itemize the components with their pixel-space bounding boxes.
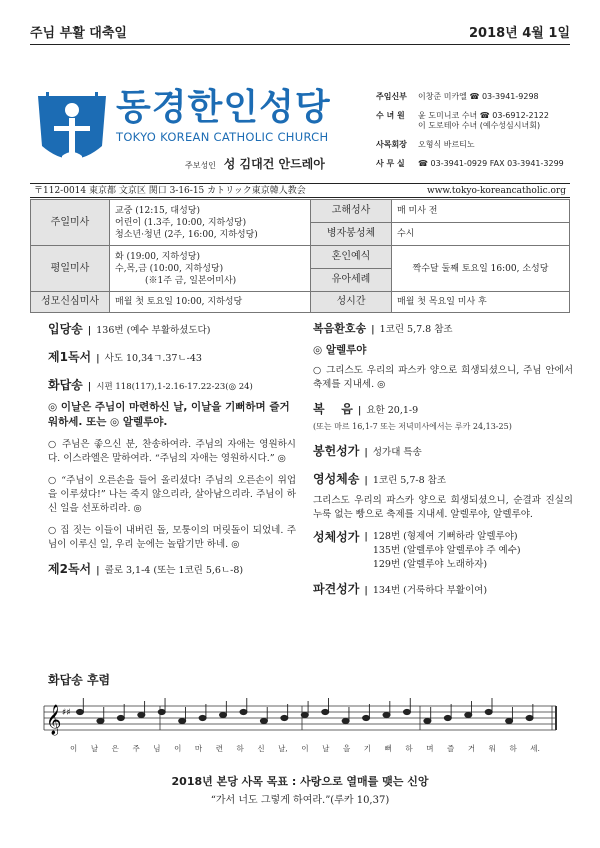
postal-address: 〒112-0014 東京都 文京区 関口 3-16-15 カトリック東京韓人教会 (34, 186, 306, 196)
refrain-lyrics (70, 743, 540, 754)
gospel-acclamation: 복음환호송 | 1코린 5,7.8 참조 (313, 322, 453, 335)
pastoral-goal: 2018년 본당 사목 목표 : 사랑으로 열매를 맺는 신앙 (171, 775, 429, 788)
confession-label: 고해성사 (311, 200, 392, 223)
address-bar (30, 183, 570, 198)
staff-value: 윤 도미니코 수녀 ☎ 03-6912-2122 이 도로테아 수녀 (예수성심시녀회) (418, 111, 549, 130)
note-head (240, 709, 247, 714)
schedule-line: 수,목,금 (10:00, 지하성당) (115, 263, 224, 274)
lyric-syllable: 하 (236, 744, 244, 753)
lyric-syllable: 하 (509, 744, 517, 753)
weekday-mass-label: 평일미사 (31, 246, 110, 292)
schedule-line: 청소년·청년 (2주, 16:00, 지하성당) (115, 229, 258, 240)
psalm-value: 시편 118(117),1-2.16-17.22-23(◎ 24) (96, 382, 253, 392)
acclamation-value: 1코린 5,7.8 참조 (379, 324, 453, 335)
liturgy-right-column (313, 322, 573, 604)
lyric-syllable: 신 (257, 744, 265, 753)
svg-text:♯♯: ♯♯ (62, 708, 71, 718)
note-head (199, 715, 206, 720)
note-head (342, 718, 349, 723)
church-name-korean: 동경한인성당 (116, 87, 331, 128)
lyric-syllable: 이 (174, 744, 182, 753)
entrance-value: 136번 (예수 부활하셨도다) (96, 325, 211, 336)
staff-role: 사목회장 (376, 140, 407, 149)
staff-row (376, 111, 576, 131)
website-link[interactable]: www.tokyo-koreancatholic.org (427, 186, 566, 196)
second-reading: 제2독서 | 콜로 3,1-4 (또는 1코린 5,6ㄴ-8) (48, 562, 244, 576)
church-name-english: TOKYO KOREAN CATHOLIC CHURCH (116, 130, 329, 144)
hymn-item: 128번 (형제여 기뻐하라 알렐루야) (372, 531, 518, 542)
schedule-line: 화 (19:00, 지하성당) (115, 251, 201, 262)
comm-antiphon-text: 그리스도 우리의 파스카 양으로 희생되셨으니, 순결과 진실의 누룩 없는 빵으로 축제를 지내세. 알렐루야, 알렐루야. (313, 495, 573, 520)
note-head (506, 718, 513, 723)
wedding-label: 혼인예식 (311, 246, 392, 269)
gospel: 복 음 | 요한 20,1-9 (313, 402, 419, 416)
baptism-label: 유아세례 (311, 269, 392, 292)
scripture-verse: “가서 너도 그렇게 하여라.”(루카 10,37) (210, 795, 390, 806)
staff-row (376, 159, 576, 169)
entrance-label: 입당송 (48, 322, 83, 336)
comm-hymn-list (373, 530, 521, 572)
top-bar (30, 22, 570, 42)
church-logo-icon (34, 88, 110, 174)
communion-antiphon: 영성체송 | 1코린 5,7-8 참조 (313, 472, 446, 486)
staff-role: 사 무 실 (376, 159, 405, 168)
note-head (220, 712, 227, 717)
weekday-mass-times (110, 246, 311, 292)
holy-hour-value: 매월 첫 목요일 미사 후 (392, 292, 570, 313)
reading2-value: 콜로 3,1-4 (또는 1코린 5,6ㄴ-8) (104, 565, 244, 576)
staff-row (376, 140, 576, 150)
schedule-line: (※1주 금, 일본어미사) (145, 275, 237, 286)
psalm-response: ◎ 이날은 주님이 마련하신 날, 이날을 기뻐하며 즐거워하세. 또는 ◎ 알렐루야. (48, 401, 290, 428)
lyric-syllable: 기 (363, 744, 372, 753)
staff-contacts (376, 92, 576, 178)
lyric-syllable: 며 (426, 744, 434, 753)
lyric-syllable: 은 (111, 744, 119, 753)
lyric-syllable: 을 (342, 744, 351, 753)
hymn-item: 129번 (알렐루야 노래하자) (372, 559, 488, 570)
staff-row (376, 92, 576, 102)
note-head (465, 712, 472, 717)
refrain-title: 화답송 후렴 (48, 673, 111, 687)
comm-antiphon-value: 1코린 5,7-8 참조 (372, 475, 446, 486)
patron-name: 성 김대건 안드레아 (223, 157, 325, 171)
recessional-hymn: 파견성가 | 134번 (거룩하다 부활이여) (313, 582, 488, 596)
note-head (424, 718, 431, 723)
note-head (526, 715, 533, 720)
lyric-syllable: 날 (90, 744, 99, 753)
psalm-verse: ○ “주님이 오른손을 들어 올리셨다! 주님의 오른손이 위업을 이루셨다!” 나는 죽지 않으리라, 살아남으리라. 주님이 하신 일을 선포하리라. ◎ (48, 475, 296, 514)
note-head (383, 712, 390, 717)
note-head (485, 709, 492, 714)
lyric-syllable: 이 (301, 744, 309, 753)
note-head (403, 709, 410, 714)
recessional-label: 파견성가 (313, 582, 360, 596)
psalm-verse: ○ 주님은 좋으신 분, 찬송하여라. 주님의 자애는 영원하시다. 이스라엘은 말하여라. “주님의 자애는 영원하시다.” ◎ (48, 439, 296, 464)
offertory-hymn: 봉헌성가 | 성가대 특송 (313, 444, 422, 458)
comm-hymn-label: 성체성가 (313, 530, 360, 544)
lyric-syllable: 님 (153, 744, 161, 753)
lyric-syllable: 뻐 (384, 744, 392, 753)
note-head (363, 715, 370, 720)
holy-hour-label: 성시간 (311, 292, 392, 313)
note-head (97, 718, 104, 723)
reading2-label: 제2독서 (48, 562, 92, 576)
offertory-label: 봉헌성가 (313, 444, 360, 458)
sunday-mass-label: 주일미사 (31, 200, 110, 246)
occasion-title: 주님 부활 대축일 (30, 26, 127, 41)
gospel-value: 요한 20,1-9 (366, 405, 419, 416)
lyric-syllable: 하 (405, 744, 413, 753)
note-head (281, 715, 288, 720)
patron-saint (185, 155, 325, 172)
brand-block (116, 88, 331, 144)
acclamation-label: 복음환호송 (313, 322, 367, 335)
recessional-value: 134번 (거룩하다 부활이여) (372, 585, 488, 596)
note-head (138, 712, 145, 717)
sick-communion-label: 병자봉성체 (311, 223, 392, 246)
gospel-label: 복 음 (313, 402, 353, 416)
lyric-syllable: 워 (488, 744, 496, 753)
gospel-alternative-note: (또는 마르 16,1-7 또는 저녁미사에서는 루카 24,13-25) (313, 422, 512, 431)
top-rule (30, 44, 570, 45)
marian-mass-value: 매월 첫 토요일 10:00, 지하성당 (110, 292, 311, 313)
note-head (260, 718, 267, 723)
note-head (322, 709, 329, 714)
reading1-value: 사도 10,34ㄱ.37ㄴ-43 (104, 353, 202, 364)
note-head (301, 712, 308, 717)
sick-communion-value: 수시 (392, 223, 570, 246)
lyric-syllable: 즐 (447, 744, 455, 753)
psalm-label: 화답송 (48, 378, 83, 392)
entrance-hymn: 입당송 | 136번 (예수 부활하셨도다) (48, 322, 211, 336)
communion-hymns: 성체성가 | 128번 (형제여 기뻐하라 알렐루야) 135번 (알렐루야 알렐루야 주 예수) 129번 (알렐루야 노래하자) (313, 530, 521, 570)
schedule-line: 교중 (12:15, 대성당) (115, 205, 201, 216)
mass-schedule-table (30, 199, 570, 313)
lyric-syllable: 이 (70, 744, 78, 753)
comm-antiphon-label: 영성체송 (313, 472, 360, 486)
note-head (117, 715, 124, 720)
offertory-value: 성가대 특송 (372, 447, 422, 458)
liturgy-left-column (48, 322, 296, 584)
lyric-syllable: 날 (322, 744, 330, 753)
marian-mass-label: 성모신심미사 (31, 292, 110, 313)
note-head (444, 715, 451, 720)
hymn-item: 135번 (알렐루야 알렐루야 주 예수) (372, 545, 521, 556)
reading1-label: 제1독서 (48, 350, 92, 364)
lyric-syllable: 련 (215, 744, 223, 753)
lyric-syllable: 세. (530, 744, 540, 753)
note-head (179, 718, 186, 723)
staff-role: 수 녀 원 (376, 111, 405, 120)
lyric-syllable: 주 (132, 744, 140, 753)
lyric-syllable: 거 (467, 744, 476, 753)
bulletin-date: 2018년 4월 1일 (469, 26, 570, 41)
note-head (158, 709, 165, 714)
wedding-baptism-value: 짝수달 둘째 토요일 16:00, 소성당 (392, 246, 570, 292)
schedule-line: 어린이 (1.3주, 10:00, 지하성당) (115, 217, 247, 228)
first-reading: 제1독서 | 사도 10,34ㄱ.37ㄴ-43 (48, 350, 202, 364)
lyric-syllable: 날, (278, 744, 288, 753)
staff-value: 이창준 미카엘 ☎ 03-3941-9298 (418, 92, 539, 101)
confession-value: 매 미사 전 (392, 200, 570, 223)
responsorial-psalm: 화답송 | 시편 118(117),1-2.16-17.22-23(◎ 24) (48, 378, 253, 392)
patron-label: 주보성인 (185, 161, 216, 170)
note-head (77, 709, 84, 714)
sunday-mass-times (110, 200, 311, 246)
psalm-verse: ○ 집 짓는 이들이 내버린 돌, 모퉁이의 머릿돌이 되었네. 주님이 이루신 일, 우리 눈에는 놀랍기만 하네. ◎ (48, 525, 296, 550)
staff-value: 오형식 바르티노 (418, 140, 475, 149)
alleluia-response: ◎ 알렐루야 (313, 344, 367, 356)
acclamation-verse: ○ 그리스도 우리의 파스카 양으로 희생되셨으니, 주님 안에서 축제를 지내세. ◎ (313, 365, 573, 390)
svg-text:𝄞: 𝄞 (46, 705, 62, 735)
staff-role: 주임신부 (376, 92, 407, 101)
staff-value: ☎ 03-3941-0929 FAX 03-3941-3299 (418, 159, 564, 168)
lyric-syllable: 마 (194, 744, 203, 753)
